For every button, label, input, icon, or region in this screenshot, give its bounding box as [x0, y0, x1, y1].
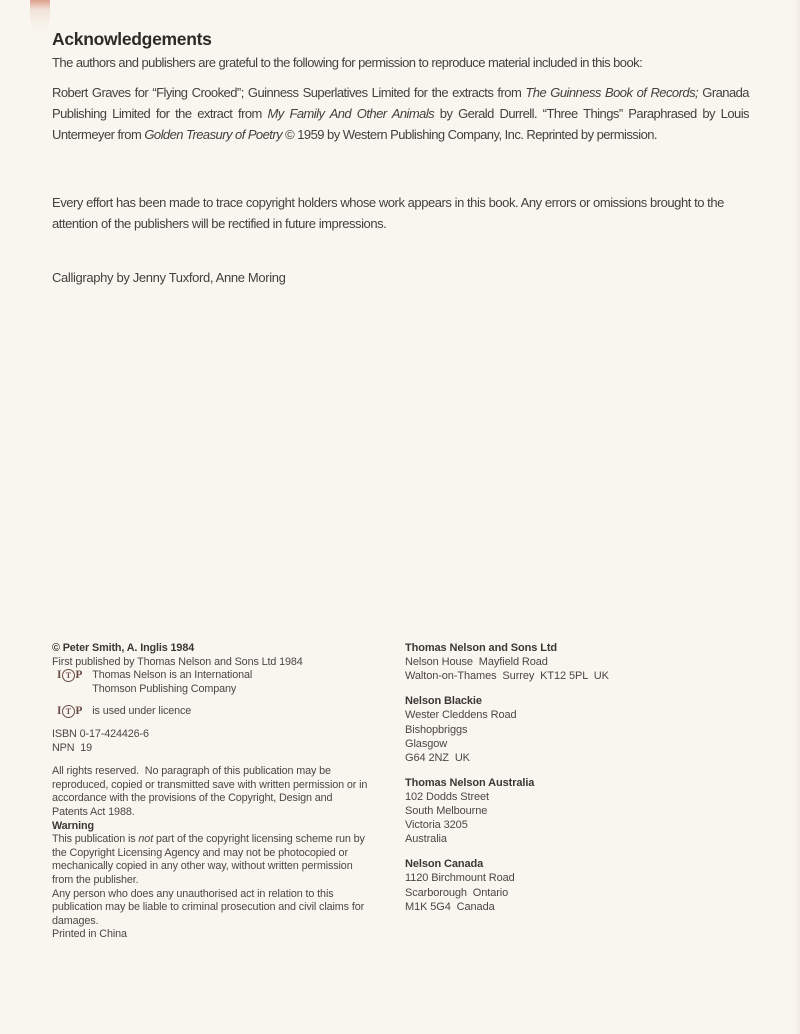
- publisher-addresses-column: [405, 641, 735, 924]
- address-line: 1120 Birchmount Road: [405, 872, 515, 885]
- address-line: G64 2NZ UK: [405, 751, 470, 764]
- address-line: Wester Cleddens Road: [405, 709, 517, 722]
- address-line: Scarborough Ontario: [405, 886, 509, 899]
- isbn-line: ISBN 0-17-424426-6: [52, 727, 149, 740]
- credits-paragraph: Robert Graves for “Flying Crooked”; Guinness Superlatives Limited for the extracts from The Guinness Book of Records; Granada Publishing Limited for the extract from My Family And Other Animals by Gerald Durrell. “Three Things” Paraphrased by Louis Untermeyer from Golden Treasury of Poetry © 1959 by Western Publishing Company, Inc. Reprinted by permission.: [52, 85, 749, 142]
- itp-note-2: [52, 705, 368, 719]
- publisher-name: Nelson Blackie: [405, 695, 482, 708]
- itp-circled-t: T: [62, 705, 75, 718]
- itp-note-2-text: is used under licence: [92, 705, 192, 718]
- address-line: Glasgow: [405, 737, 448, 750]
- acknowledgements-section: [52, 30, 749, 288]
- address-line: Bishopbriggs: [405, 723, 468, 736]
- copyright-trace-notice: Every effort has been made to trace copyright holders whose work appears in this book. Any errors or omissions brought to the attention of the publishers will be rectified in future impressions.: [52, 195, 724, 231]
- itp-logo-icon: [57, 705, 82, 718]
- address-line: M1K 5G4 Canada: [405, 900, 495, 913]
- npn-line: NPN 19: [52, 741, 92, 754]
- publisher-name: Nelson Canada: [405, 858, 484, 871]
- address-line: Nelson House Mayfield Road: [405, 656, 548, 669]
- address-block: [405, 776, 735, 847]
- itp-note-1: [52, 669, 368, 696]
- itp-circled-t: T: [62, 669, 75, 682]
- scan-smudge-artifact: [30, 0, 50, 34]
- address-block: [405, 641, 735, 684]
- address-line: Victoria 3205: [405, 819, 468, 832]
- address-block: [405, 857, 735, 914]
- printed-in-line: Printed in China: [52, 928, 127, 941]
- page-title: Acknowledgements: [52, 29, 212, 49]
- rights-paragraph: All rights reserved. No paragraph of this publication may be reproduced, copied or transmitted save with written permission or in accordance with the provisions of the Copyright, Design and Patents Act 1988.: [52, 765, 371, 818]
- publisher-name: Thomas Nelson Australia: [405, 776, 535, 789]
- address-line: 102 Dodds Street: [405, 790, 490, 803]
- first-published-line: First published by Thomas Nelson and Sons Ltd 1984: [52, 655, 303, 668]
- warning-paragraph: This publication is not part of the copyright licensing scheme run by the Copyright Licensing Agency and may not be photocopied or mechanically copied in any other way, without written permission from the publisher.: [52, 833, 365, 886]
- liability-paragraph: Any person who does any unauthorised act in relation to this publication may be liable to criminal prosecution and civil claims for damages.: [52, 887, 365, 927]
- itp-letter-i: I: [57, 669, 62, 682]
- copyright-line: © Peter Smith, A. Inglis 1984: [52, 642, 195, 654]
- itp-logo-icon: [57, 669, 82, 682]
- itp-letter-p: P: [75, 705, 83, 718]
- calligraphy-credit: Calligraphy by Jenny Tuxford, Anne Moring: [52, 270, 286, 285]
- itp-letter-i: I: [57, 705, 62, 718]
- warning-title: Warning: [52, 819, 94, 832]
- publisher-name: Thomas Nelson and Sons Ltd: [405, 642, 558, 654]
- address-block: [405, 694, 735, 765]
- itp-note-1-line-2: Thomson Publishing Company: [92, 682, 237, 695]
- address-line: Walton-on-Thames Surrey KT12 5PL UK: [405, 670, 609, 683]
- intro-paragraph: The authors and publishers are grateful to the following for permission to reproduce material included in this book:: [52, 55, 643, 70]
- itp-note-1-line-1: Thomas Nelson is an International: [92, 669, 253, 682]
- itp-note-1-text: [92, 669, 252, 696]
- address-line: South Melbourne: [405, 805, 488, 818]
- address-line: Australia: [405, 833, 447, 846]
- colophon-column: [52, 642, 371, 942]
- isbn-block: [52, 728, 368, 755]
- itp-letter-p: P: [75, 669, 83, 682]
